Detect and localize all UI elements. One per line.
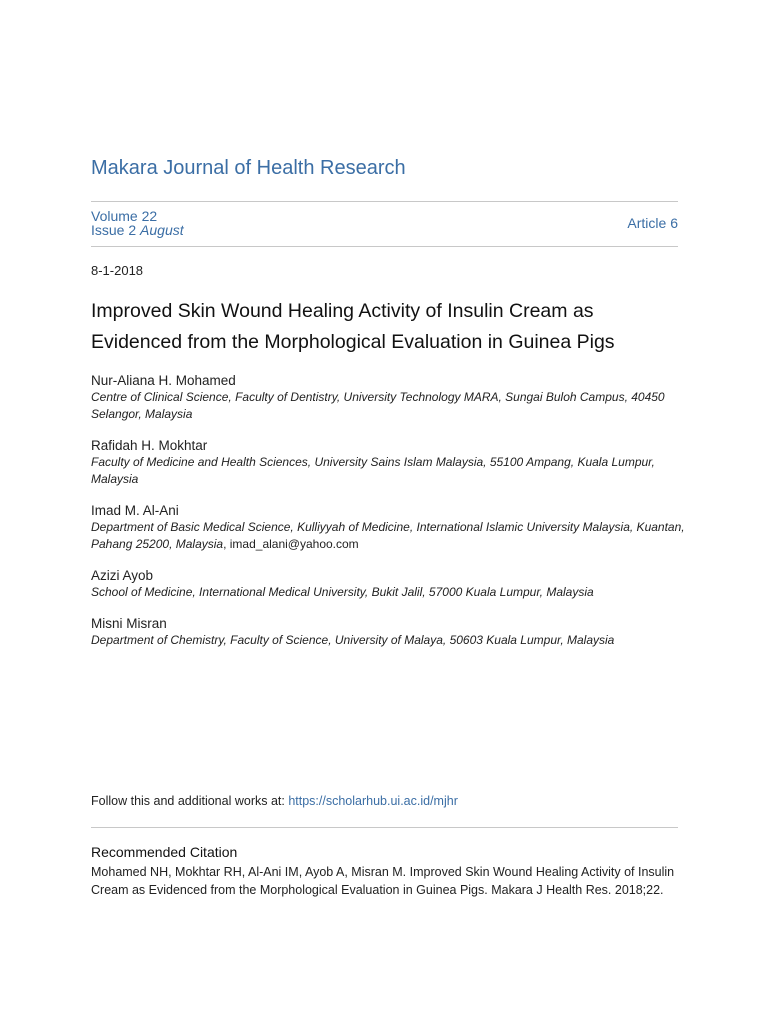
cover-page (91, 0, 685, 1024)
issue-month: August (140, 222, 184, 238)
journal-title-link[interactable]: Makara Journal of Health Research (91, 157, 406, 179)
volume-issue-block (91, 209, 184, 237)
author-entry (91, 372, 691, 423)
author-name: Rafidah H. Mokhtar (91, 438, 208, 453)
author-entry (91, 567, 691, 601)
divider-top (91, 201, 678, 202)
author-list (91, 372, 691, 663)
author-name: Nur-Aliana H. Mohamed (91, 373, 236, 388)
author-affiliation: School of Medicine, International Medical University, Bukit Jalil, 57000 Kuala Lumpur, Malaysia (91, 585, 594, 599)
divider-middle (91, 246, 678, 247)
author-name: Misni Misran (91, 616, 167, 631)
divider-bottom (91, 827, 678, 828)
issue-line (91, 223, 184, 237)
article-title: Improved Skin Wound Healing Activity of Insulin Cream as Evidenced from the Morphological Evaluation in Guinea Pigs (91, 300, 615, 353)
author-name: Imad M. Al-Ani (91, 503, 179, 518)
recommended-citation-heading: Recommended Citation (91, 844, 238, 860)
author-name: Azizi Ayob (91, 568, 154, 583)
recommended-citation-text: Mohamed NH, Mokhtar RH, Al-Ani IM, Ayob A, Misran M. Improved Skin Wound Healing Activity of Insulin Cream as Evidenced from the Morphological Evaluation in Guinea Pigs. Makara J Health Res. 2018;22. (91, 865, 675, 897)
issue-link[interactable]: Issue 2 (91, 222, 137, 238)
author-affiliation: Department of Chemistry, Faculty of Science, University of Malaya, 50603 Kuala Lumpur, Malaysia (91, 633, 615, 647)
author-entry (91, 502, 691, 553)
publication-date: 8-1-2018 (91, 263, 144, 278)
author-entry (91, 437, 691, 488)
repository-link[interactable]: https://scholarhub.ui.ac.id/mjhr (288, 794, 458, 808)
author-affiliation-with-email (91, 519, 691, 553)
author-affiliation: Faculty of Medicine and Health Sciences, University Sains Islam Malaysia, 55100 Ampang, Kuala Lumpur, Malaysia (91, 455, 655, 486)
volume-link[interactable]: Volume 22 (91, 208, 158, 224)
author-entry (91, 615, 691, 649)
follow-line (91, 794, 458, 808)
follow-text: Follow this and additional works at: (91, 794, 289, 808)
article-number-link[interactable]: Article 6 (627, 215, 678, 231)
author-affiliation: Department of Basic Medical Science, Kulliyyah of Medicine, International Islamic University Malaysia, Kuantan, Pahang 25200, Malaysia (91, 520, 685, 551)
author-email: , imad_alani@yahoo.com (223, 537, 359, 551)
author-affiliation: Centre of Clinical Science, Faculty of Dentistry, University Technology MARA, Sungai Buloh Campus, 40450 Selangor, Malaysia (91, 390, 665, 421)
